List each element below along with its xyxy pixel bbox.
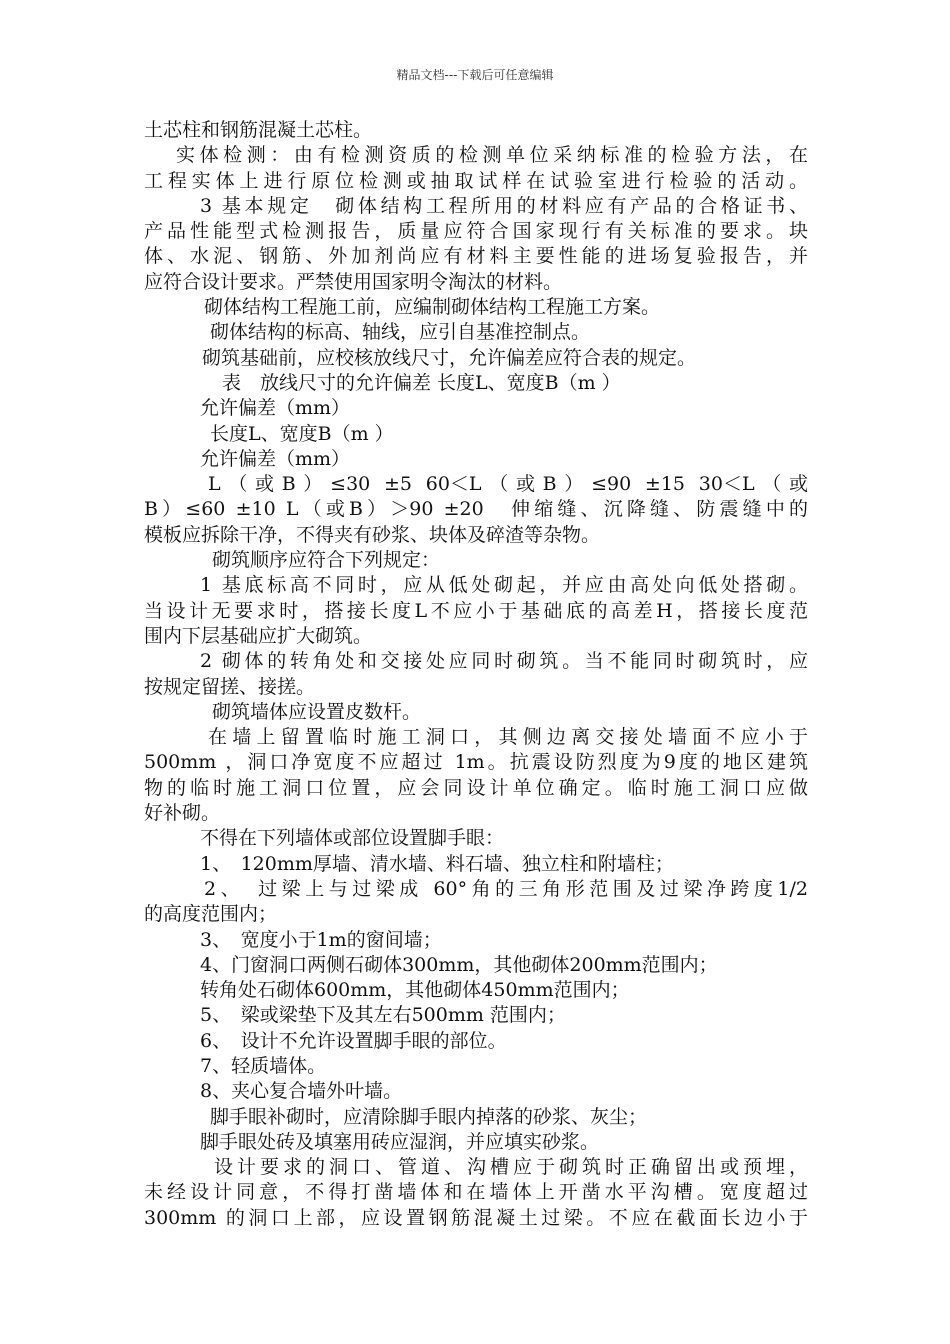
text-line: 300mm 的洞口上部，应设置钢筋混凝土过梁。不应在截面长边小于 (144, 1206, 808, 1229)
page-header: 精品文档---下载后可任意编辑 (396, 68, 554, 82)
text-line: L（或B）≤30 ±5 60＜L（或B）≤90 ±15 30＜L（或 (208, 473, 808, 496)
text-line: 2、 过梁上与过梁成 60°角的三角形范围及过梁净跨度1/2 (204, 877, 808, 900)
text-line: 砌筑墙体应设置皮数杆。 (212, 700, 422, 723)
text-line: 砌筑基础前，应校核放线尺寸，允许偏差应符合表的规定。 (202, 346, 697, 369)
text-line: 允许偏差（mm） (200, 397, 351, 420)
text-line: 3 基本规定 砌体结构工程所用的材料应有产品的合格证书、 (200, 194, 808, 217)
text-line: 围内下层基础应扩大砌筑。 (144, 624, 373, 647)
text-line: 产品性能型式检测报告，质量应符合国家现行有关标准的要求。块 (144, 220, 808, 243)
text-line: 实体检测：由有检测资质的检测单位采纳标准的检验方法，在 (176, 144, 808, 167)
text-line: 脚手眼处砖及填塞用砖应湿润，并应填实砂浆。 (200, 1130, 600, 1153)
document-body (144, 118, 808, 1231)
text-line: 砌体结构工程施工前，应编制砌体结构工程施工方案。 (204, 296, 661, 319)
text-line: 表 放线尺寸的允许偏差 长度L、宽度B（m ） (222, 371, 621, 394)
text-line: 允许偏差（mm） (200, 447, 351, 470)
text-line: 砌体结构的标高、轴线，应引自基准控制点。 (210, 321, 591, 344)
text-line: 5、 梁或梁垫下及其左右500mm 范围内； (200, 1004, 566, 1027)
text-line: 当设计无要求时，搭接长度L不应小于基础底的高差H，搭接长度范 (144, 599, 808, 622)
text-line: 1 基底标高不同时，应从低处砌起，并应由高处向低处搭砌。 (200, 574, 808, 597)
text-line: 4、门窗洞口两侧石砌体300mm，其他砌体200mm范围内； (200, 953, 718, 976)
text-line: 在墙上留置临时施工洞口，其侧边离交接处墙面不应小于 (208, 726, 808, 749)
text-line: 土芯柱和钢筋混凝土芯柱。 (144, 119, 373, 141)
text-line: 按规定留搓、接搓。 (144, 675, 316, 698)
text-line: 砌筑顺序应符合下列规定： (212, 549, 441, 572)
text-line: 长度L、宽度B（m ） (210, 422, 394, 445)
text-line: 500mm ，洞口净宽度不应超过 1m。抗震设防烈度为9度的地区建筑 (144, 751, 808, 774)
text-line: 6、 设计不允许设置脚手眼的部位。 (200, 1029, 507, 1052)
text-line: 8、夹心复合墙外叶墙。 (200, 1080, 403, 1103)
text-line: 应符合设计要求。严禁使用国家明令淘汰的材料。 (144, 270, 563, 293)
text-line: 工程实体上进行原位检测或抽取试样在试验室进行检验的活动。 (144, 169, 808, 192)
text-line: 物的临时施工洞口位置，应会同设计单位确定。临时施工洞口应做 (144, 776, 808, 799)
text-line: 模板应拆除干净，不得夹有砂浆、块体及碎渣等杂物。 (144, 523, 601, 546)
text-line: 设计要求的洞口、管道、沟槽应于砌筑时正确留出或预埋， (214, 1156, 808, 1179)
text-line: 转角处石砌体600mm，其他砌体450mm范围内； (200, 979, 630, 1002)
text-line: 体、水泥、钢筋、外加剂尚应有材料主要性能的进场复验报告，并 (144, 245, 808, 268)
text-line: 3、 宽度小于1m的窗间墙； (200, 928, 442, 951)
text-line: 未经设计同意，不得打凿墙体和在墙体上开凿水平沟槽。宽度超过 (144, 1181, 808, 1204)
text-line: 7、轻质墙体。 (200, 1054, 327, 1077)
text-line: B）≤60 ±10 L（或B）＞90 ±20 伸缩缝、沉降缝、防震缝中的 (144, 498, 808, 521)
text-line: 2 砌体的转角处和交接处应同时砌筑。当不能同时砌筑时，应 (200, 650, 808, 673)
text-line: 1、 120mm厚墙、清水墙、料石墙、独立柱和附墙柱； (200, 852, 674, 875)
text-line: 不得在下列墙体或部位设置脚手眼： (200, 827, 505, 850)
text-line: 脚手眼补砌时，应清除脚手眼内掉落的砂浆、灰尘； (210, 1105, 648, 1128)
text-line: 的高度范围内； (144, 903, 278, 926)
text-line: 好补砌。 (144, 802, 221, 825)
